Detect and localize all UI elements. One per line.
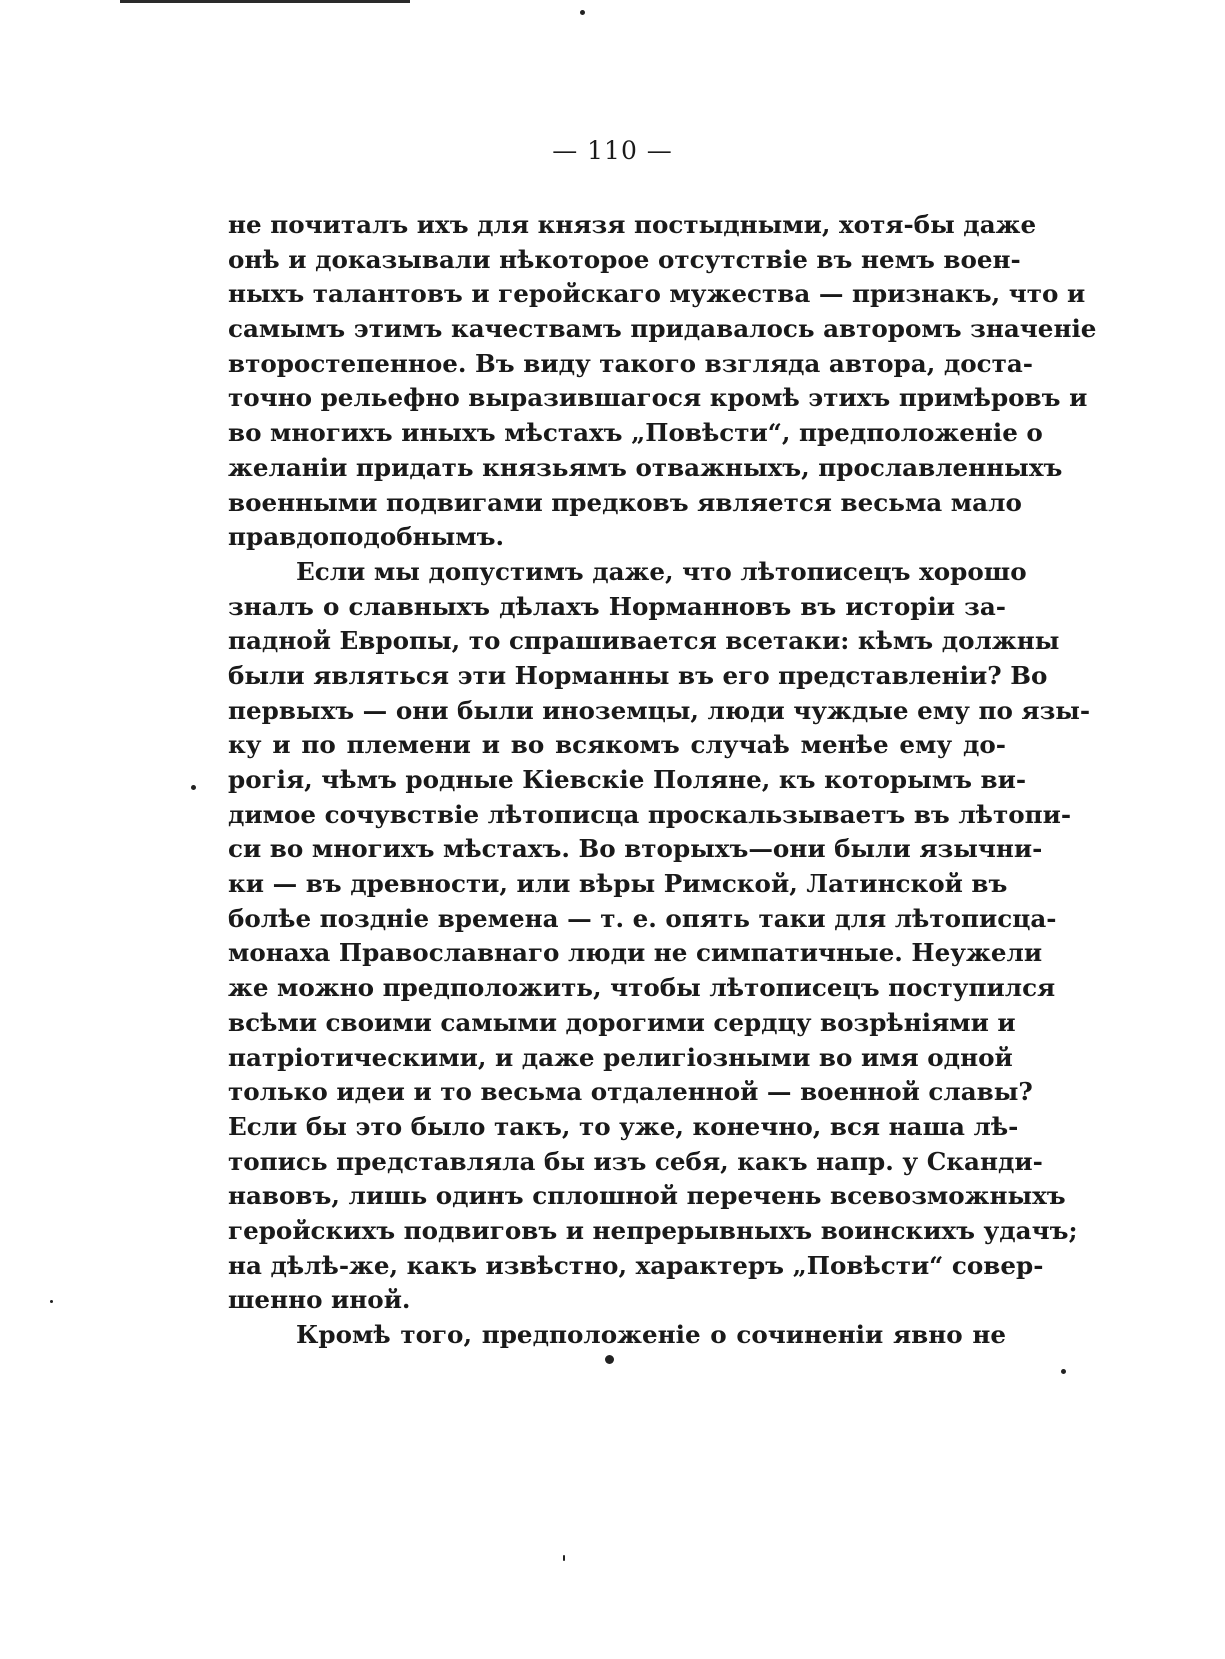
text-line: Если бы это было такъ, то уже, конечно, вся наша лѣ- (228, 1111, 1019, 1141)
text-line: не почиталъ ихъ для князя постыдными, хотя-бы даже (228, 210, 1037, 239)
text-line: во многихъ иныхъ мѣстахъ „Повѣсти“, предположеніе о (228, 418, 1043, 448)
text-line: топись представляла бы изъ себя, какъ напр. у Сканди- (228, 1146, 1043, 1176)
text-line: геройскихъ подвиговъ и непрерывныхъ воинскихъ удачъ; (228, 1215, 1078, 1245)
print-speck (50, 1300, 53, 1303)
text-line: болѣе поздніе времена — т. е. опять таки для лѣтописца- (228, 903, 1057, 933)
text-line: ныхъ талантовъ и геройскаго мужества — признакъ, что и (228, 279, 1086, 309)
text-line: всѣми своими самыми дорогими сердцу возрѣніями и (228, 1007, 1016, 1037)
text-line: правдоподобнымъ. (228, 522, 505, 552)
text-line: падной Европы, то спрашивается всетаки: кѣмъ должны (228, 626, 1060, 656)
body-text (228, 208, 1097, 1353)
text-line: монаха Православнаго люди не симпатичные. Неужели (228, 938, 1043, 968)
print-speck (191, 785, 196, 790)
text-line: Кромѣ того, предположеніе о сочиненіи явно не (296, 1320, 1006, 1349)
text-line: рогія, чѣмъ родные Кіевскіе Поляне, къ которымъ ви- (228, 765, 1027, 794)
text-line: шенно иной. (228, 1285, 411, 1315)
text-line: димое сочувствіе лѣтописца проскальзываетъ въ лѣтопи- (228, 799, 1072, 829)
page-number: — 110 — (552, 136, 673, 165)
text-line: онѣ и доказывали нѣкоторое отсутствіе въ немъ воен- (228, 244, 1021, 274)
text-line: точно рельефно выразившагося кромѣ этихъ примѣровъ и (228, 383, 1088, 413)
print-speck (1061, 1369, 1066, 1374)
text-line: навовъ, лишь одинъ сплошной перечень всевозможныхъ (228, 1181, 1066, 1211)
text-line: самымъ этимъ качествамъ придавалось авторомъ значеніе (228, 314, 1097, 344)
text-line: зналъ о славныхъ дѣлахъ Норманновъ въ исторіи за- (228, 591, 1006, 621)
text-line: были являться эти Норманны въ его представленіи? Во (228, 660, 1048, 690)
text-line: же можно предположить, чтобы лѣтописецъ поступился (228, 973, 1056, 1003)
text-line: второстепенное. Въ виду такого взгляда автора, доста- (228, 348, 1033, 378)
text-line: Если мы допустимъ даже, что лѣтописецъ хорошо (296, 556, 1027, 586)
text-line: на дѣлѣ-же, какъ извѣстно, характеръ „Повѣсти“ совер- (228, 1250, 1044, 1280)
text-line: си во многихъ мѣстахъ. Во вторыхъ—они были язычни- (228, 834, 1043, 864)
top-edge-rule (120, 0, 410, 3)
print-speck (605, 1355, 614, 1364)
text-line: первыхъ — они были иноземцы, люди чуждые ему по язы- (228, 695, 1091, 725)
text-line: ки — въ древности, или вѣры Римской, Латинской въ (228, 869, 1008, 899)
print-speck (563, 1555, 565, 1561)
print-speck (580, 10, 585, 15)
text-line: военными подвигами предковъ является весьма мало (228, 487, 1022, 517)
text-line: ку и по племени и во всякомъ случаѣ менѣе ему до- (228, 730, 1006, 760)
text-line: только идеи и то весьма отдаленной — военной славы? (228, 1077, 1033, 1107)
text-line: патріотическими, и даже религіозными во имя одной (228, 1042, 1013, 1072)
text-line: желаніи придать князьямъ отважныхъ, прославленныхъ (228, 452, 1063, 482)
